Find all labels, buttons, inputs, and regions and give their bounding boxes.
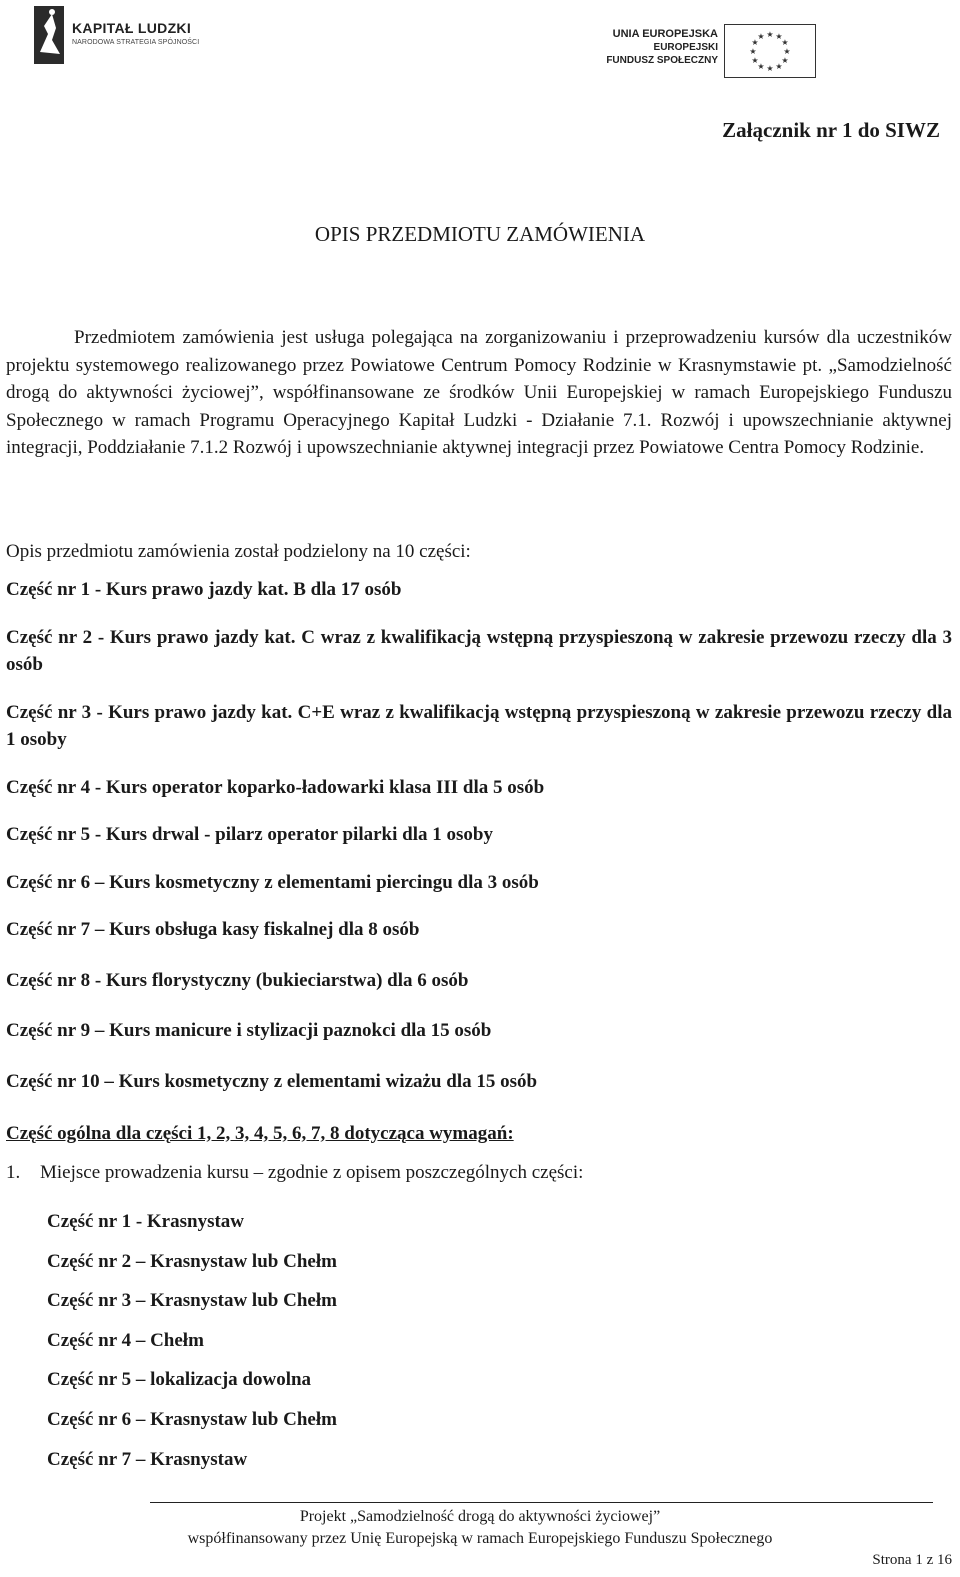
list-item-text: Miejsce prowadzenia kursu – zgodnie z opisem poszczególnych części: <box>40 1162 584 1183</box>
kapital-ludzki-subtitle: NARODOWA STRATEGIA SPÓJNOŚCI <box>72 39 200 46</box>
part-item: Część nr 3 - Kurs prawo jazdy kat. C+E wraz z kwalifikacją wstępną przyspieszoną w zakresie przewozu rzeczy dla 1 osoby <box>6 701 952 750</box>
part-item: Część nr 9 – Kurs manicure i stylizacji paznokci dla 15 osób <box>6 1020 492 1041</box>
svg-text:★: ★ <box>749 47 757 56</box>
eu-efs-logo <box>592 22 818 78</box>
page-number: Strona 1 z 16 <box>872 1552 952 1568</box>
svg-text:★: ★ <box>751 38 759 47</box>
svg-text:★: ★ <box>781 56 789 65</box>
part-item: Część nr 7 – Kurs obsługa kasy fiskalnej dla 8 osób <box>6 919 420 940</box>
svg-text:★: ★ <box>783 47 791 56</box>
eu-flag-icon <box>724 24 816 78</box>
part-item: Część nr 2 - Kurs prawo jazdy kat. C wraz z kwalifikacją wstępną przyspieszoną w zakresie przewozu rzeczy dla 3 osób <box>6 626 952 675</box>
part-item: Część nr 4 - Kurs operator koparko-ładowarki klasa III dla 5 osób <box>6 776 545 798</box>
part-item: Część nr 5 - Kurs drwal - pilarz operator pilarki dla 1 osoby <box>6 824 493 845</box>
intro-paragraph: Przedmiotem zamówienia jest usługa polegająca na zorganizowaniu i przeprowadzeniu kursów dla uczestników projektu systemowego realizowanego przez Powiatowe Centrum Pomocy Rodzinie w Krasnymstawie pt. „Samodzielność drogą do aktywności życiowej”, współfinansowane ze środków Unii Europejskiej w ramach Europejskiego Funduszu Społecznego w ramach Programu Operacyjnego Kapitał Ludzki - Działanie 7.1. Rozwój i upowszechnianie aktywnej integracji, Poddziałanie 7.1.2 Rozwój i upowszechnianie aktywnej integracji przez Powiatowe Centra Pomocy Rodzinie. <box>6 327 952 458</box>
location-item: Część nr 7 – Krasnystaw <box>47 1448 248 1470</box>
location-item: Część nr 3 – Krasnystaw lub Chełm <box>47 1290 337 1312</box>
list-item-number: 1. <box>6 1162 21 1183</box>
locations-list <box>47 1202 337 1479</box>
general-requirements-heading: Część ogólna dla części 1, 2, 3, 4, 5, 6, 7, 8 dotycząca wymagań: <box>6 1123 514 1144</box>
kapital-ludzki-emblem-icon <box>30 4 70 66</box>
annex-label: Załącznik nr 1 do SIWZ <box>722 118 940 142</box>
eu-logo-line2: EUROPEJSKI <box>653 42 718 53</box>
part-item: Część nr 6 – Kurs kosmetyczny z elementami piercingu dla 3 osób <box>6 871 539 893</box>
svg-text:★: ★ <box>775 62 783 71</box>
kapital-ludzki-logo <box>30 4 200 66</box>
eu-logo-text <box>606 28 718 67</box>
location-item: Część nr 2 – Krasnystaw lub Chełm <box>47 1250 337 1272</box>
svg-text:★: ★ <box>751 56 759 65</box>
part-item: Część nr 8 - Kurs florystyczny (bukieciarstwa) dla 6 osób <box>6 969 469 991</box>
svg-text:★: ★ <box>775 32 783 41</box>
footer-divider <box>150 1502 933 1503</box>
location-item: Część nr 5 – lokalizacja dowolna <box>47 1369 312 1391</box>
part-item: Część nr 10 – Kurs kosmetyczny z elementami wizażu dla 15 osób <box>6 1070 538 1092</box>
eu-logo-line3: FUNDUSZ SPOŁECZNY <box>606 55 718 66</box>
svg-text:★: ★ <box>766 30 774 39</box>
parts-list <box>6 576 952 1115</box>
location-item: Część nr 1 - Krasnystaw <box>47 1211 245 1232</box>
list-item-1 <box>6 1162 583 1184</box>
kapital-ludzki-name: KAPITAŁ LUDZKI <box>72 20 192 36</box>
location-item: Część nr 6 – Krasnystaw lub Chełm <box>47 1408 337 1430</box>
svg-text:★: ★ <box>757 32 765 41</box>
svg-text:★: ★ <box>781 38 789 47</box>
location-item: Część nr 4 – Chełm <box>47 1329 204 1351</box>
document-title: OPIS PRZEDMIOTU ZAMÓWIENIA <box>314 222 646 246</box>
footer-project-line: Projekt „Samodzielność drogą do aktywności życiowej” <box>299 1508 661 1525</box>
split-paragraph: Opis przedmiotu zamówienia został podzielony na 10 części: <box>6 541 471 562</box>
svg-text:★: ★ <box>766 64 774 73</box>
eu-logo-line1: UNIA EUROPEJSKA <box>612 28 718 40</box>
footer-funding-line: współfinansowany przez Unię Europejską w ramach Europejskiego Funduszu Społecznego <box>187 1530 773 1547</box>
svg-text:★: ★ <box>757 62 765 71</box>
part-item: Część nr 1 - Kurs prawo jazdy kat. B dla 17 osób <box>6 579 402 600</box>
